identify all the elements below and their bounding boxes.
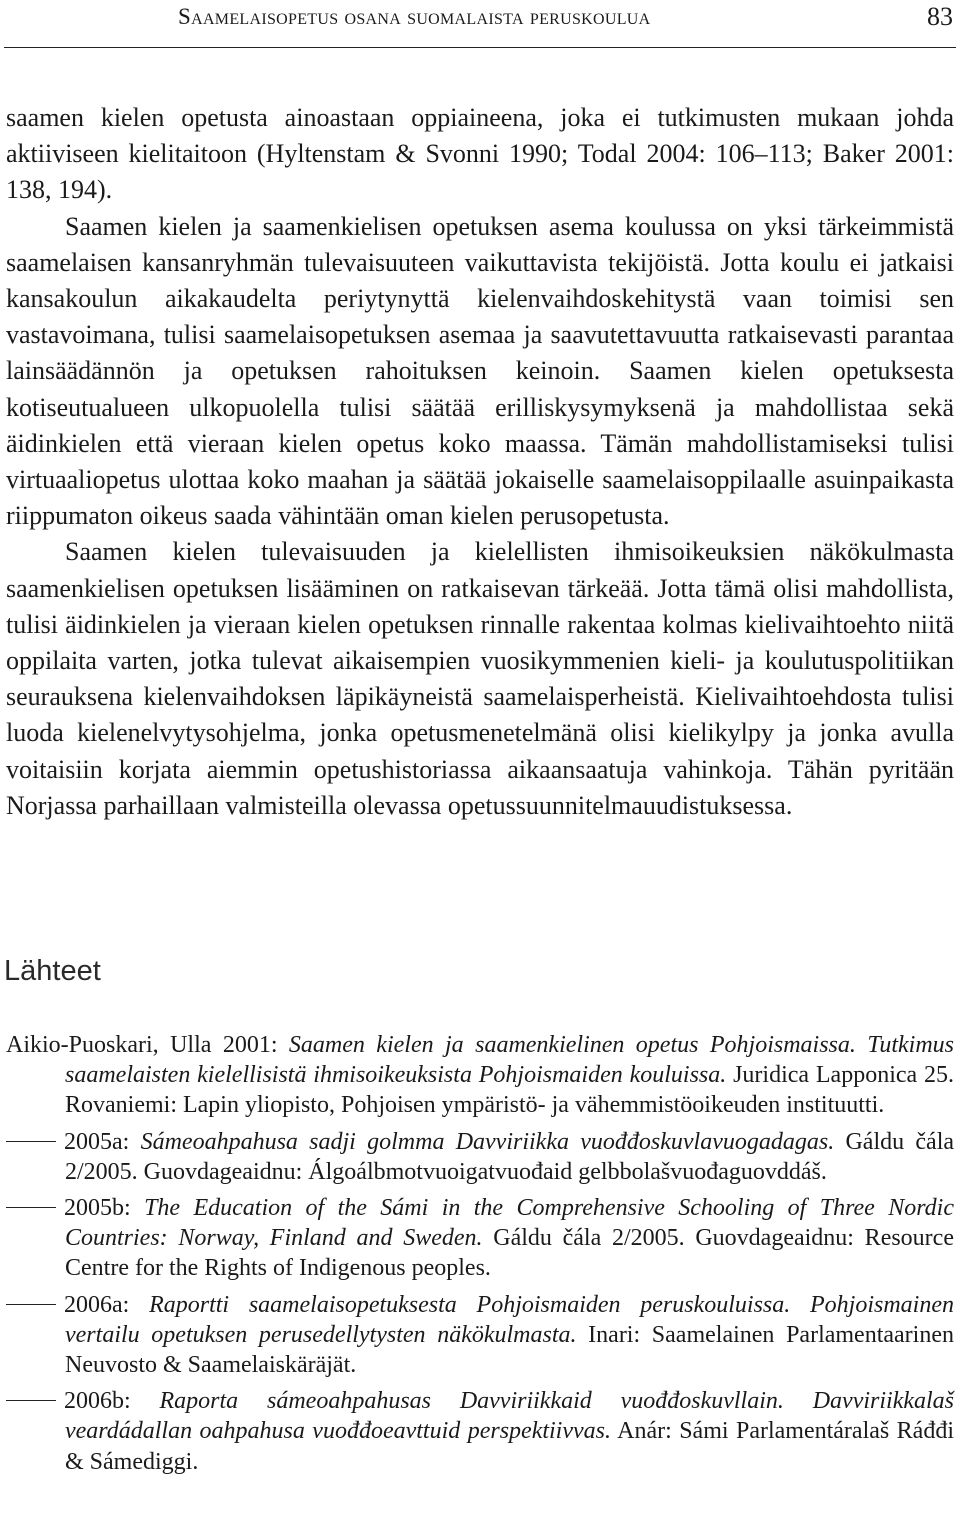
reference-year: 2006b: bbox=[64, 1388, 160, 1415]
reference-entry bbox=[6, 1193, 954, 1284]
reference-publication: Gáldu čála 2/2005. Guovdageaidnu: Álgoálbmotvuoigatvuođaid gelbbolašvuođaguovddáš. bbox=[65, 1128, 955, 1185]
page-number: 83 bbox=[927, 2, 953, 31]
reference-entry bbox=[6, 1386, 954, 1477]
reference-title: Raporta sámeoahpahusas Davviriikkaid vuođđoskuvllain. Davviriikkalaš veardádallan oahpahusa vuođđoeavttuid perspektiivvas. bbox=[65, 1388, 955, 1445]
reference-list bbox=[6, 1030, 954, 1483]
reference-title: The Education of the Sámi in the Comprehensive Schooling of Three Nordic Countries: Norway, Finland and Sweden. bbox=[65, 1195, 954, 1252]
ditto-dash bbox=[6, 1304, 56, 1305]
reference-entry bbox=[6, 1030, 954, 1121]
reference-publication: Inari: Saamelainen Parlamentaarinen Neuvosto & Saamelaiskäräjät. bbox=[65, 1321, 954, 1379]
reference-year: 2005a: bbox=[64, 1128, 141, 1155]
reference-year: 2005b: bbox=[64, 1195, 145, 1222]
reference-title: Saamen kielen ja saamenkielinen opetus Pohjoismaissa. Tutkimus saamelaisten kielellisistä ihmisoikeuksista Pohjoismaiden kouluissa. bbox=[65, 1032, 954, 1089]
reference-year: 2006a: bbox=[64, 1291, 150, 1318]
ditto-dash bbox=[6, 1207, 56, 1208]
reference-entry bbox=[6, 1290, 954, 1381]
paragraph: Saamen kielen tulevaisuuden ja kielellisten ihmisoikeuksien näkökulmasta saamenkielisen opetuksen lisääminen on ratkaisevan tärkeää. Jotta tämä olisi mahdollista, tulisi äidinkielen ja vieraan kielen opetuksen rinnalle rakentaa kolmas kielivaihtoehto niitä oppilaita varten, jotka tulevat aikaisempien vuosikymmenien kieli- ja koulutuspolitiikan seurauksena kielenvaihdoksen läpikäyneistä saamelaisperheistä. Kielivaihtoehdosta tulisi luoda kielenelvytysohjelma, jonka opetusmenetelmänä olisi kielikylpy ja jonka avulla voitaisiin korjata aiemmin opetushistoriassa aikaansaatuja vahinkoja. Tähän pyritään Norjassa parhaillaan valmisteilla olevassa opetussuunnitelmauudistuksessa. bbox=[6, 537, 954, 820]
reference-publication: Juridica Lapponica 25. Rovaniemi: Lapin yliopisto, Pohjoisen ympäristö- ja vähemmistöoikeuden instituutti. bbox=[65, 1062, 954, 1119]
page-header bbox=[0, 0, 960, 48]
body-text bbox=[6, 100, 954, 824]
paragraph: saamen kielen opetusta ainoastaan oppiaineena, joka ei tutkimusten mukaan johda aktiiviseen kielitaitoon (Hyltenstam & Svonni 1990; Todal 2004: 106–113; Baker 2001: 138, 194). bbox=[6, 103, 954, 205]
header-rule bbox=[4, 47, 956, 48]
references-heading: Lähteet bbox=[4, 955, 101, 987]
ditto-dash bbox=[6, 1400, 56, 1401]
reference-publication: Gáldu čála 2/2005. Guovdageaidnu: Resource Centre for the Rights of Indigenous peoples. bbox=[65, 1225, 954, 1282]
reference-publication: Anár: Sámi Parlamentáralaš Ráđđi & Sámediggi. bbox=[65, 1418, 954, 1475]
reference-title: Raportti saamelaisopetuksesta Pohjoismaiden peruskouluissa. Pohjoismainen vertailu opetuksen perusedellytysten näkökulmasta. bbox=[65, 1291, 955, 1348]
paragraph: Saamen kielen ja saamenkielisen opetuksen asema koulussa on yksi tärkeimmistä saamelaisen kansanryhmän tulevaisuuteen vaikuttavista tekijöistä. Jotta koulu ei jatkaisi kansakoulun aikakaudelta periytynyttä kielenvaihdoskehitystä vaan toimisi sen vastavoimana, tulisi saamelaisopetuksen asemaa ja saavutettavuutta ratkaisevasti parantaa lainsäädännön ja opetuksen rahoituksen keinoin. Saamen kielen opetuksesta kotiseutualueen ulkopuolella tulisi säätää erilliskysymyksenä ja mahdollistaa sekä äidinkielen että vieraan kielen opetus koko maassa. Tämän mahdollistamiseksi tulisi virtuaaliopetus ulottaa koko maahan ja säätää jokaiselle saamelaisoppilaalle asuinpaikasta riippumaton oikeus saada vähintään oman kielen perusopetusta. bbox=[6, 211, 954, 531]
reference-title: Sámeoahpahusa sadji golmma Davviriikka vuođđoskuvlavuogadagas. bbox=[140, 1128, 835, 1155]
running-title: Saamelaisopetus osana suomalaista peruskoulua bbox=[178, 4, 651, 29]
reference-author-year: Aikio-Puoskari, Ulla 2001: bbox=[6, 1032, 289, 1058]
reference-entry bbox=[6, 1127, 954, 1187]
ditto-dash bbox=[6, 1141, 56, 1142]
